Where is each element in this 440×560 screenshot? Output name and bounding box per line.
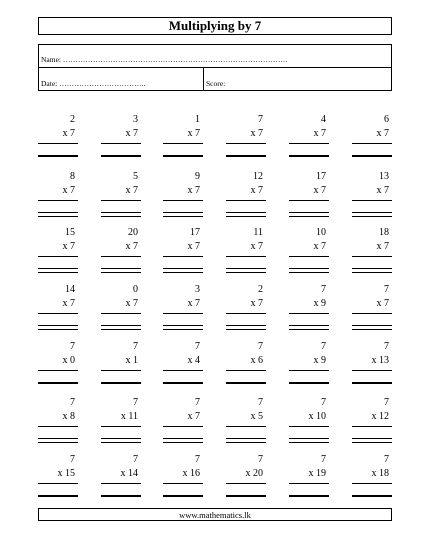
answer-line[interactable]: [289, 382, 329, 384]
product-rule: [352, 200, 392, 201]
multiplication-problem: [226, 396, 266, 448]
multiplier: x 4: [187, 354, 200, 366]
product-rule: [163, 200, 203, 201]
multiplication-problem: [163, 340, 203, 392]
multiplication-problem: [38, 283, 78, 335]
answer-line[interactable]: [38, 382, 78, 384]
multiplicand: 17: [190, 227, 200, 239]
multiplier: x 7: [187, 128, 200, 139]
answer-line[interactable]: [352, 495, 392, 497]
multiplicand: 6: [384, 114, 389, 125]
multiplicand: 3: [133, 114, 138, 125]
multiplication-problem: [101, 396, 141, 448]
multiplier: x 7: [376, 298, 389, 310]
multiplication-problem: [163, 396, 203, 448]
product-rule: [226, 200, 266, 201]
multiplication-problem: [352, 283, 392, 335]
score-label: Score:: [206, 79, 226, 88]
multiplicand: 7: [70, 340, 75, 352]
multiplicand: 15: [65, 227, 75, 239]
product-rule: [38, 370, 78, 371]
answer-line[interactable]: [289, 325, 329, 326]
product-rule: [289, 313, 329, 314]
multiplicand: 7: [133, 340, 138, 352]
multiplication-problem: [38, 113, 78, 165]
multiplication-problem: [38, 453, 78, 505]
multiplication-problem: [289, 340, 329, 392]
answer-line[interactable]: [38, 268, 78, 269]
product-rule: [101, 256, 141, 257]
multiplier: x 7: [125, 184, 138, 196]
multiplicand: 7: [258, 114, 263, 125]
multiplication-problem: [38, 170, 78, 222]
multiplication-problem: [352, 453, 392, 505]
product-rule: [163, 143, 203, 144]
multiplication-problem: [163, 283, 203, 335]
multiplicand: 1: [195, 114, 200, 125]
multiplicand: 4: [321, 114, 326, 125]
multiplicand: 7: [70, 454, 75, 466]
multiplicand: 3: [195, 284, 200, 296]
product-rule: [289, 143, 329, 144]
product-rule: [352, 256, 392, 257]
multiplier: x 7: [250, 241, 263, 253]
answer-line[interactable]: [289, 495, 329, 497]
answer-line[interactable]: [163, 325, 203, 326]
multiplicand: 12: [253, 170, 263, 182]
product-rule: [226, 313, 266, 314]
multiplicand: 17: [316, 170, 326, 182]
product-rule: [163, 426, 203, 427]
multiplication-problem: [289, 226, 329, 278]
answer-line[interactable]: [101, 495, 141, 497]
product-rule: [38, 313, 78, 314]
student-info-box: [38, 44, 392, 91]
date-field[interactable]: [39, 68, 204, 90]
multiplicand: 7: [133, 397, 138, 409]
footer-box: [38, 508, 392, 521]
multiplication-problem: [101, 170, 141, 222]
product-rule: [38, 483, 78, 484]
multiplicand: 14: [65, 284, 75, 296]
multiplicand: 7: [384, 284, 389, 296]
multiplier: x 19: [308, 468, 326, 480]
multiplier: x 16: [182, 468, 200, 480]
multiplier: x 7: [187, 184, 200, 196]
multiplier: x 7: [376, 184, 389, 196]
multiplication-problem: [289, 283, 329, 335]
product-rule: [352, 313, 392, 314]
product-rule: [352, 483, 392, 484]
footer-url: www.mathematics.lk: [179, 509, 251, 520]
multiplication-problem: [226, 283, 266, 335]
name-field[interactable]: [39, 45, 391, 68]
multiplier: x 5: [250, 411, 263, 423]
multiplier: x 7: [187, 241, 200, 253]
multiplier: x 9: [313, 354, 326, 366]
problem-row: [38, 453, 392, 510]
multiplier: x 8: [62, 411, 75, 423]
product-rule: [101, 483, 141, 484]
answer-line[interactable]: [101, 438, 141, 439]
multiplicand: 5: [133, 170, 138, 182]
multiplication-problem: [101, 113, 141, 165]
answer-line[interactable]: [101, 155, 141, 157]
multiplicand: 13: [379, 170, 389, 182]
multiplicand: 7: [133, 454, 138, 466]
multiplication-problem: [226, 226, 266, 278]
answer-line[interactable]: [38, 155, 78, 157]
multiplication-problem: [289, 396, 329, 448]
problem-row: [38, 283, 392, 340]
multiplicand: 7: [195, 454, 200, 466]
score-field[interactable]: [204, 68, 391, 90]
multiplier: x 11: [120, 411, 138, 423]
product-rule: [352, 370, 392, 371]
multiplier: x 7: [125, 128, 138, 139]
product-rule: [226, 483, 266, 484]
product-rule: [289, 256, 329, 257]
multiplication-problem: [226, 453, 266, 505]
answer-line[interactable]: [163, 268, 203, 269]
product-rule: [226, 426, 266, 427]
answer-line[interactable]: [352, 268, 392, 269]
multiplication-problem: [38, 340, 78, 392]
answer-line[interactable]: [226, 382, 266, 384]
answer-line[interactable]: [226, 438, 266, 439]
product-rule: [163, 256, 203, 257]
answer-line[interactable]: [163, 438, 203, 439]
multiplication-problem: [163, 170, 203, 222]
multiplication-problem: [163, 226, 203, 278]
answer-line[interactable]: [289, 268, 329, 269]
answer-line[interactable]: [38, 325, 78, 326]
multiplier: x 14: [120, 468, 138, 480]
multiplicand: 11: [253, 227, 263, 239]
answer-line[interactable]: [226, 495, 266, 497]
multiplier: x 7: [313, 184, 326, 196]
answer-line[interactable]: [352, 155, 392, 157]
multiplication-problem: [352, 396, 392, 448]
multiplicand: 7: [258, 454, 263, 466]
multiplication-problem: [352, 340, 392, 392]
multiplicand: 0: [133, 284, 138, 296]
multiplicand: 7: [70, 397, 75, 409]
answer-line[interactable]: [352, 438, 392, 439]
problem-row: [38, 226, 392, 283]
multiplication-problem: [289, 453, 329, 505]
multiplication-problem: [226, 170, 266, 222]
answer-line[interactable]: [352, 382, 392, 384]
product-rule: [289, 426, 329, 427]
multiplicand: 7: [384, 340, 389, 352]
multiplicand: 10: [316, 227, 326, 239]
answer-line[interactable]: [101, 268, 141, 269]
multiplication-problem: [101, 226, 141, 278]
multiplier: x 7: [62, 241, 75, 253]
multiplication-problem: [352, 226, 392, 278]
multiplication-problem: [352, 113, 392, 165]
date-label: Date: ……………………………..: [41, 79, 146, 88]
answer-line[interactable]: [226, 212, 266, 213]
multiplier: x 0: [62, 354, 75, 366]
product-rule: [163, 483, 203, 484]
product-rule: [38, 426, 78, 427]
multiplication-problem: [163, 113, 203, 165]
product-rule: [226, 143, 266, 144]
multiplier: x 18: [371, 468, 389, 480]
multiplicand: 2: [70, 114, 75, 125]
multiplicand: 18: [379, 227, 389, 239]
multiplier: x 6: [250, 354, 263, 366]
answer-line[interactable]: [289, 212, 329, 213]
multiplication-problem: [226, 113, 266, 165]
product-rule: [163, 313, 203, 314]
multiplication-problem: [38, 396, 78, 448]
multiplicand: 2: [258, 284, 263, 296]
multiplicand: 20: [128, 227, 138, 239]
answer-line[interactable]: [352, 325, 392, 326]
product-rule: [38, 143, 78, 144]
worksheet-title-box: [38, 17, 392, 35]
answer-line[interactable]: [101, 212, 141, 213]
multiplicand: 8: [70, 170, 75, 182]
multiplier: x 9: [313, 298, 326, 310]
answer-line[interactable]: [226, 268, 266, 269]
multiplicand: 9: [195, 170, 200, 182]
answer-line[interactable]: [38, 495, 78, 497]
product-rule: [226, 370, 266, 371]
multiplier: x 13: [371, 354, 389, 366]
problem-row: [38, 396, 392, 453]
product-rule: [38, 256, 78, 257]
multiplier: x 7: [250, 298, 263, 310]
problem-row: [38, 170, 392, 227]
multiplicand: 7: [195, 340, 200, 352]
multiplier: x 1: [125, 354, 138, 366]
multiplier: x 20: [245, 468, 263, 480]
multiplicand: 7: [195, 397, 200, 409]
multiplier: x 7: [125, 298, 138, 310]
answer-line[interactable]: [289, 155, 329, 157]
multiplier: x 15: [57, 468, 75, 480]
worksheet-title: Multiplying by 7: [168, 18, 262, 33]
multiplication-problem: [38, 226, 78, 278]
multiplication-problem: [101, 453, 141, 505]
multiplication-problem: [101, 283, 141, 335]
multiplicand: 7: [258, 397, 263, 409]
multiplication-problem: [226, 340, 266, 392]
product-rule: [289, 200, 329, 201]
answer-line[interactable]: [38, 438, 78, 439]
multiplication-problem: [163, 453, 203, 505]
multiplier: x 7: [62, 298, 75, 310]
multiplicand: 7: [258, 340, 263, 352]
multiplier: x 7: [62, 128, 75, 139]
product-rule: [289, 483, 329, 484]
answer-line[interactable]: [101, 382, 141, 384]
product-rule: [101, 313, 141, 314]
multiplication-problem: [352, 170, 392, 222]
product-rule: [352, 426, 392, 427]
multiplier: x 10: [308, 411, 326, 423]
answer-line[interactable]: [226, 155, 266, 157]
product-rule: [101, 426, 141, 427]
answer-line[interactable]: [101, 325, 141, 326]
problem-row: [38, 340, 392, 397]
multiplier: x 7: [187, 411, 200, 423]
multiplicand: 7: [321, 397, 326, 409]
answer-line[interactable]: [163, 495, 203, 497]
multiplier: x 7: [376, 128, 389, 139]
answer-line[interactable]: [289, 438, 329, 439]
multiplier: x 7: [376, 241, 389, 253]
name-label: Name: ………………………………………………………………………………: [41, 55, 288, 64]
multiplication-problem: [101, 340, 141, 392]
multiplicand: 7: [321, 340, 326, 352]
multiplier: x 7: [62, 184, 75, 196]
product-rule: [226, 256, 266, 257]
multiplier: x 7: [250, 184, 263, 196]
multiplier: x 7: [313, 241, 326, 253]
product-rule: [101, 143, 141, 144]
answer-line[interactable]: [163, 155, 203, 157]
multiplier: x 7: [250, 128, 263, 139]
multiplicand: 7: [384, 454, 389, 466]
multiplication-problem: [289, 113, 329, 165]
multiplier: x 7: [313, 128, 326, 139]
problem-row: [38, 113, 392, 170]
answer-line[interactable]: [352, 212, 392, 213]
problem-grid: [38, 113, 392, 510]
multiplier: x 12: [371, 411, 389, 423]
product-rule: [101, 370, 141, 371]
answer-line[interactable]: [163, 212, 203, 213]
product-rule: [352, 143, 392, 144]
multiplier: x 7: [125, 241, 138, 253]
product-rule: [289, 370, 329, 371]
multiplicand: 7: [321, 284, 326, 296]
multiplication-problem: [289, 170, 329, 222]
multiplicand: 7: [384, 397, 389, 409]
multiplicand: 7: [321, 454, 326, 466]
product-rule: [163, 370, 203, 371]
product-rule: [101, 200, 141, 201]
answer-line[interactable]: [38, 212, 78, 213]
product-rule: [38, 200, 78, 201]
answer-line[interactable]: [226, 325, 266, 326]
multiplier: x 7: [187, 298, 200, 310]
answer-line[interactable]: [163, 382, 203, 384]
